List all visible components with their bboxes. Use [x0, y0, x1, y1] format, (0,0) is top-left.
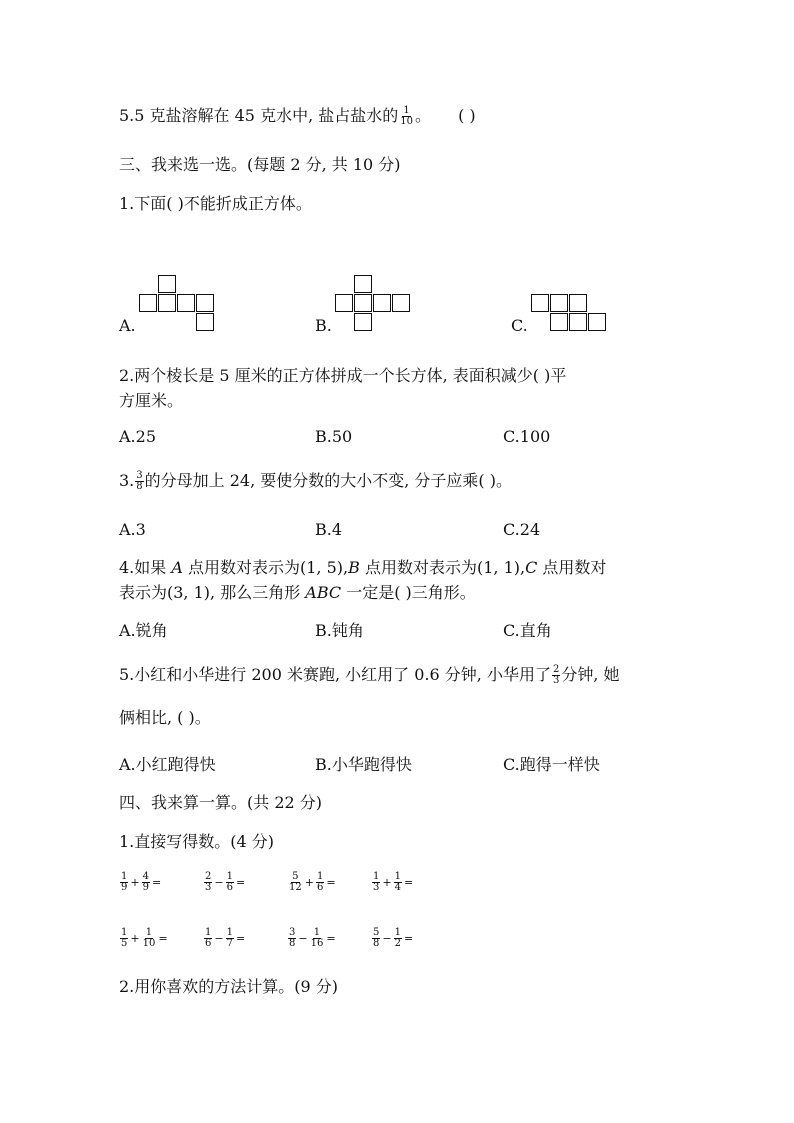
choice-question-5-line1: 5.小红和小华进行 200 米赛跑, 小红用了 0.6 分钟, 小华用了 $\frac{2}{3}$ 分钟, 她 [119, 664, 620, 686]
option-c[interactable]: C.100 [503, 427, 551, 446]
option-c[interactable]: C. [511, 316, 528, 335]
fraction: $\frac{2}{3}$ [552, 664, 560, 686]
option-c[interactable]: C.直角 [503, 621, 552, 640]
calc-question-2: 2.用你喜欢的方法计算。(9 分) [119, 977, 339, 996]
calc-item: $\frac{1}{9}$ + $\frac{4}{9}$ = [121, 871, 162, 893]
choice-question-1: 1.下面( )不能折成正方体。 [119, 194, 312, 213]
cube-net-b [335, 275, 415, 333]
calc-item: $\frac{2}{3}$ − $\frac{1}{6}$ = [205, 871, 246, 893]
choice-question-4-line2: 表示为(3, 1), 那么三角形 ABC 一定是( )三角形。 [119, 583, 476, 602]
cube-net-a [139, 275, 219, 333]
option-b[interactable]: B.50 [315, 427, 353, 446]
option-a[interactable]: A.25 [119, 427, 156, 446]
option-a[interactable]: A.3 [119, 520, 146, 539]
choice-question-5-line2: 俩相比, ( )。 [119, 708, 211, 727]
option-c[interactable]: C.24 [503, 520, 541, 539]
fraction: $\frac{1}{10}$ [400, 105, 413, 127]
option-a[interactable]: A.锐角 [119, 621, 168, 640]
calc-item: $\frac{1}{3}$ + $\frac{1}{4}$ = [373, 871, 414, 893]
option-a[interactable]: A.小红跑得快 [119, 755, 216, 774]
choice-question-2-line2: 方厘米。 [119, 391, 184, 410]
fraction: $\frac{3}{8}$ [136, 470, 143, 492]
calc-item: $\frac{3}{8}$ − $\frac{1}{16}$ = [289, 927, 336, 949]
calc-item: $\frac{1}{6}$ − $\frac{1}{7}$ = [205, 927, 246, 949]
calc-item: $\frac{5}{12}$ + $\frac{1}{6}$ = [289, 871, 336, 893]
answer-paren[interactable]: ( ) [458, 106, 476, 125]
section-3-heading: 三、我来选一选。(每题 2 分, 共 10 分) [119, 155, 401, 174]
option-c[interactable]: C.跑得一样快 [503, 755, 600, 774]
option-b[interactable]: B.4 [315, 520, 343, 539]
calc-question-1: 1.直接写得数。(4 分) [119, 832, 275, 851]
option-b[interactable]: B.钝角 [315, 621, 364, 640]
choice-question-3: 3. $\frac{3}{8}$ 的分母加上 24, 要使分数的大小不变, 分子应乘( )。 [119, 470, 513, 492]
option-b[interactable]: B.小华跑得快 [315, 755, 412, 774]
option-a[interactable]: A. [119, 316, 136, 335]
choice-question-2-line1: 2.两个棱长是 5 厘米的正方体拼成一个长方体, 表面积减少( )平 [119, 366, 567, 385]
section-4-heading: 四、我来算一算。(共 22 分) [119, 793, 323, 812]
cube-net-c [531, 294, 611, 334]
calc-item: $\frac{5}{8}$ − $\frac{1}{2}$ = [373, 927, 414, 949]
calc-item: $\frac{1}{5}$ + $\frac{1}{10}$ = [121, 927, 168, 949]
option-b[interactable]: B. [315, 316, 332, 335]
tf-question-5: 5.5 克盐溶解在 45 克水中, 盐占盐水的 $\frac{1}{10}$ 。 ( ) [119, 105, 476, 127]
choice-question-4-line1: 4.如果 A 点用数对表示为(1, 5),B 点用数对表示为(1, 1),C 点用数对 [119, 558, 607, 577]
